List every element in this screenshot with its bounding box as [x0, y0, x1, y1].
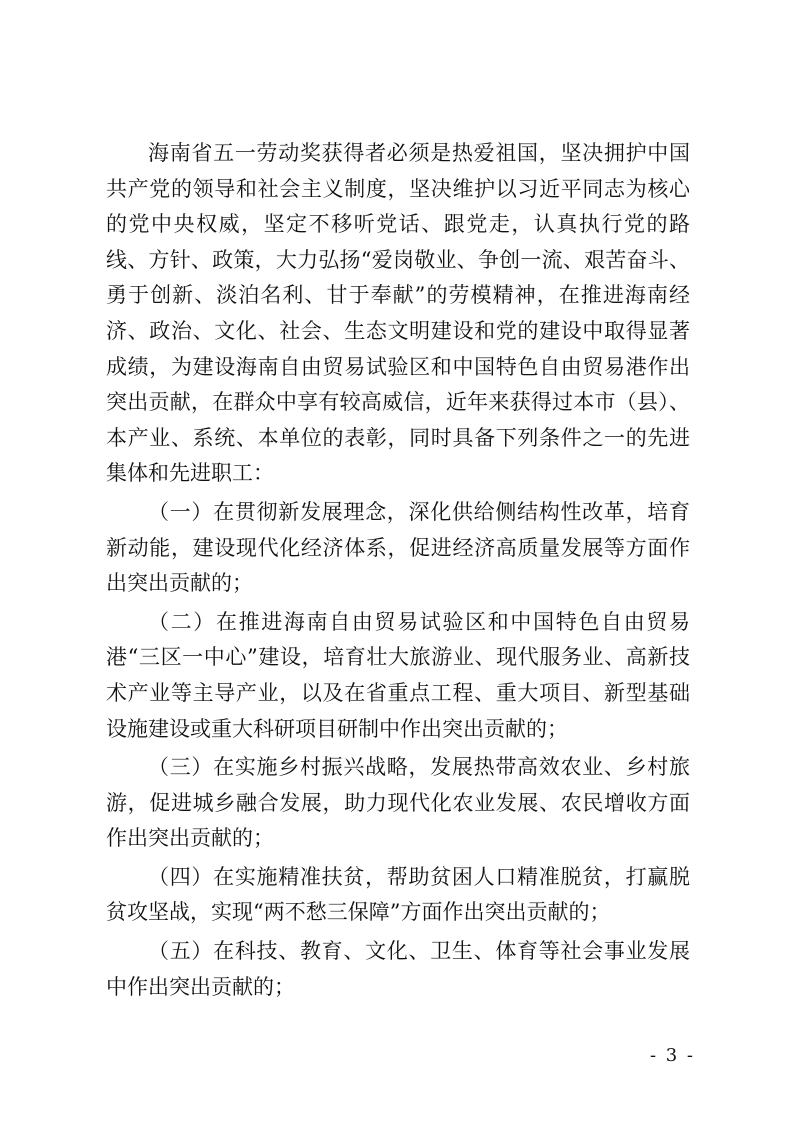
- condition-item-4: （四）在实施精准扶贫，帮助贫困人口精准脱贫，打赢脱贫攻坚战，实现“两不愁三保障”方面作出突出贡献的；: [106, 864, 690, 925]
- intro-paragraph: 海南省五一劳动奖获得者必须是热爱祖国，坚决拥护中国共产党的领导和社会主义制度，坚决维护以习近平同志为核心的党中央权威，坚定不移听党话、跟党走，认真执行党的路线、方针、政策，大力弘扬“爱岗敬业、争创一流、艰苦奋斗、勇于创新、淡泊名利、甘于奉献”的劳模精神，在推进海南经济、政治、文化、社会、生态文明建设和党的建设中取得显著成绩，为建设海南自由贸易试验区和中国特色自由贸易港作出突出贡献，在群众中享有较高威信，近年来获得过本市（县）、本产业、系统、本单位的表彰，同时具备下列条件之一的先进集体和先进职工：: [106, 141, 690, 486]
- condition-item-5: （五）在科技、教育、文化、卫生、体育等社会事业发展中作出突出贡献的；: [106, 939, 690, 999]
- document-body: [106, 136, 690, 1005]
- condition-item-3: （三）在实施乡村振兴战略，发展热带高效农业、乡村旅游，促进城乡融合发展，助力现代化农业发展、农民增收方面作出突出贡献的；: [106, 755, 690, 851]
- condition-item-2: （二）在推进海南自由贸易试验区和中国特色自由贸易港“三区一中心”建设，培育壮大旅游业、现代服务业、高新技术产业等主导产业，以及在省重点工程、重大项目、新型基础设施建设或重大科研项目研制中作出突出贡献的；: [106, 609, 690, 741]
- page-number: - 3 -: [649, 1045, 695, 1066]
- condition-item-1: （一）在贯彻新发展理念，深化供给侧结构性改革，培育新动能，建设现代化经济体系，促进经济高质量发展等方面作出突出贡献的；: [106, 499, 690, 596]
